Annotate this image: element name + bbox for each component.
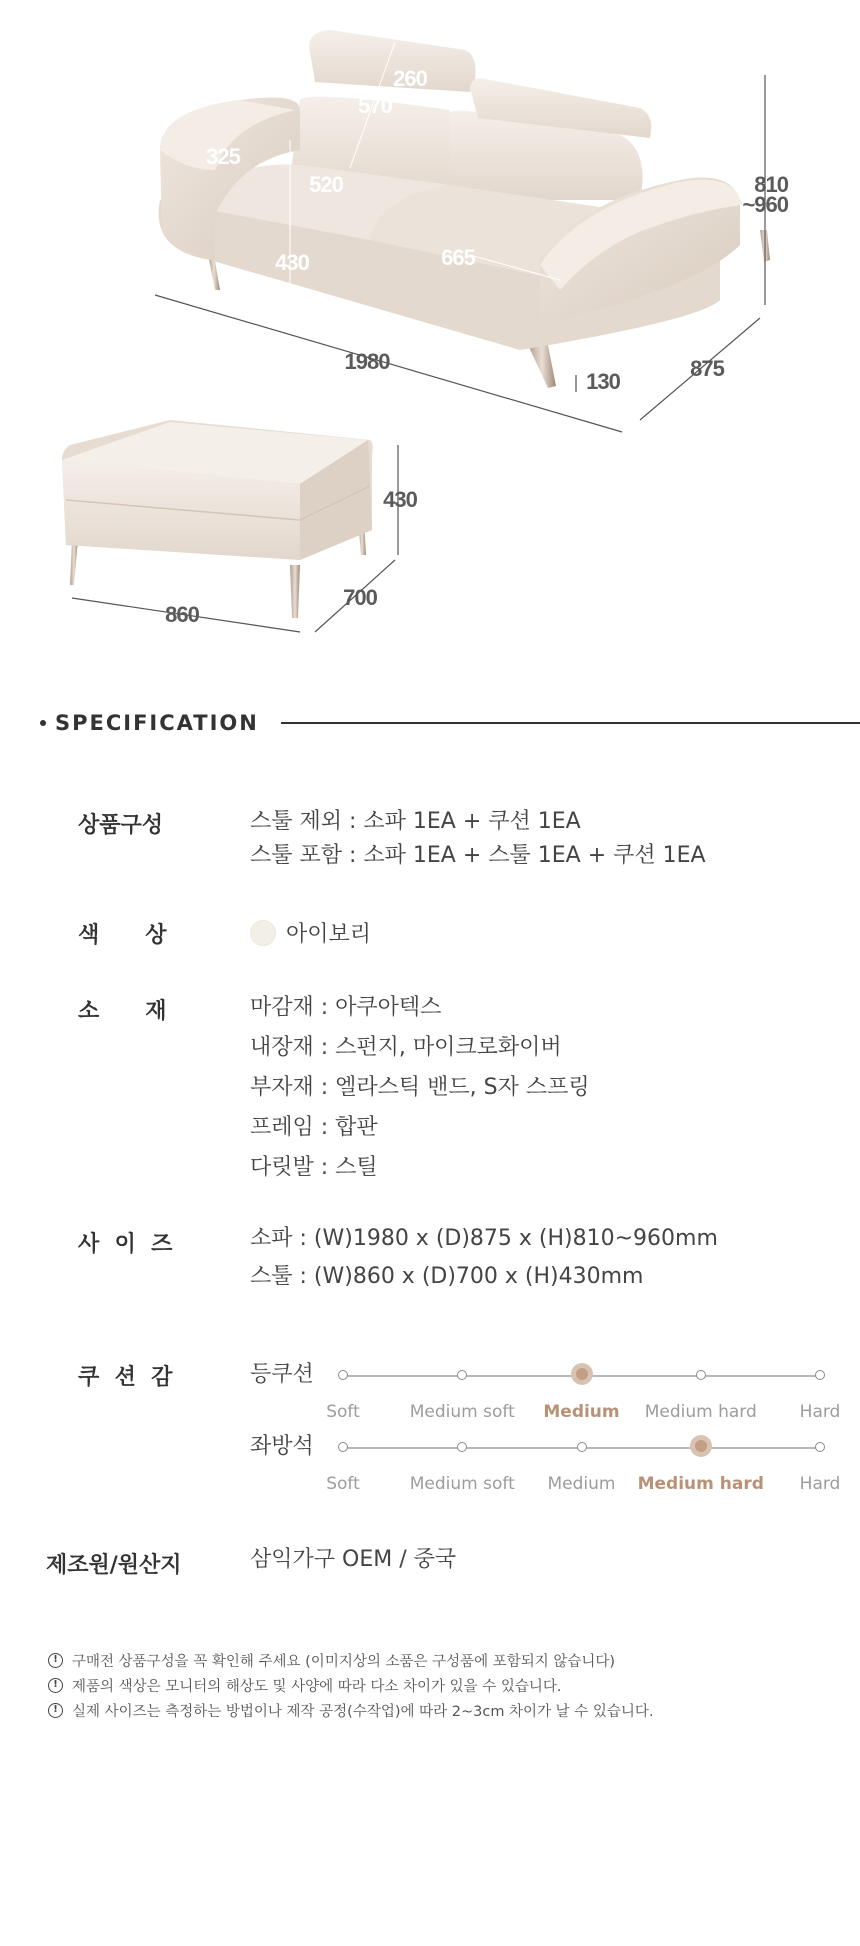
cushion-level-dot — [815, 1370, 825, 1380]
cushion-scale-seat — [250, 1429, 841, 1494]
dim-stool-width: 860 — [165, 602, 199, 627]
cushion-level-dot — [338, 1370, 348, 1380]
cushion-level-dot — [571, 1363, 593, 1385]
cushion-level-dot — [457, 1370, 467, 1380]
material-label: 소 재 — [78, 999, 167, 1024]
note-item — [48, 1673, 654, 1698]
header-divider — [281, 722, 860, 724]
dim-stool-depth: 700 — [343, 585, 377, 610]
composition-value — [250, 805, 706, 873]
specification-header — [40, 708, 860, 738]
dim-headrest-height: 260 — [393, 66, 427, 91]
dim-headrest-width: 570 — [358, 93, 392, 118]
dim-seat-height: 430 — [275, 250, 309, 275]
note-item — [48, 1698, 654, 1723]
product-dimension-illustration — [0, 0, 860, 660]
size-value — [250, 1220, 718, 1296]
note-text: 제품의 색상은 모니터의 해상도 및 사양에 따라 다소 차이가 있을 수 있습니다. — [72, 1679, 562, 1695]
color-swatch — [250, 920, 276, 946]
composition-line: 스툴 제외 : 소파 1EA + 쿠션 1EA — [250, 809, 581, 834]
cushion-level-label: Medium soft — [409, 1474, 515, 1494]
material-line: 내장재 : 스펀지, 마이크로화이버 — [250, 1035, 562, 1060]
stool-illustration — [62, 420, 373, 618]
size-label: 사 이 즈 — [78, 1232, 173, 1257]
dim-leg: 130 — [586, 369, 620, 394]
material-line: 마감재 : 아쿠아텍스 — [250, 995, 442, 1020]
cushion-level-label: Medium soft — [409, 1402, 515, 1422]
note-text: 실제 사이즈는 측정하는 방법이나 제작 공정(수작업)에 따라 2~3cm 차이가 날 수 있습니다. — [72, 1704, 654, 1720]
material-line: 프레임 : 합판 — [250, 1115, 378, 1140]
cushion-level-dot — [338, 1442, 348, 1452]
origin-label: 제조원/원산지 — [46, 1553, 182, 1578]
composition-label: 상품구성 — [78, 813, 164, 838]
dim-sofa-width: 1980 — [344, 349, 390, 374]
cushion-scale-name: 등쿠션 — [250, 1362, 314, 1387]
sofa-illustration — [159, 30, 770, 388]
size-line: 소파 : (W)1980 x (D)875 x (H)810~960mm — [250, 1226, 718, 1251]
notes-list — [48, 1648, 654, 1723]
specification-title: SPECIFICATION — [55, 711, 259, 735]
cushion-level-label: Hard — [799, 1402, 841, 1422]
info-icon: ! — [48, 1703, 63, 1718]
info-icon: ! — [48, 1653, 63, 1668]
dim-sofa-height-max: ~960 — [742, 192, 788, 217]
color-name: 아이보리 — [286, 922, 372, 947]
dim-stool-height: 430 — [383, 487, 417, 512]
cushion-level-label: Soft — [326, 1402, 360, 1422]
origin-value: 삼익가구 OEM / 중국 — [250, 1547, 457, 1572]
color-value — [250, 917, 371, 948]
material-line: 부자재 : 엘라스틱 밴드, S자 스프링 — [250, 1075, 590, 1100]
material-value — [250, 988, 590, 1188]
note-text: 구매전 상품구성을 꼭 확인해 주세요 (이미지상의 소품은 구성품에 포함되지 않습니다) — [72, 1654, 616, 1670]
bullet-icon — [40, 720, 46, 726]
dim-sofa-depth: 875 — [690, 356, 724, 381]
dim-seat-width: 665 — [441, 245, 475, 270]
cushion-scale-back — [250, 1357, 841, 1422]
note-item — [48, 1648, 654, 1673]
size-line: 스툴 : (W)860 x (D)700 x (H)430mm — [250, 1264, 644, 1289]
cushion-level-label: Soft — [326, 1474, 360, 1494]
cushion-scale-name: 좌방석 — [250, 1434, 314, 1459]
cushion-level-label: Medium hard — [637, 1474, 764, 1494]
cushion-level-label: Medium hard — [644, 1402, 757, 1422]
cushion-label: 쿠 션 감 — [78, 1365, 173, 1390]
dim-arm: 325 — [206, 144, 240, 169]
cushion-level-dot — [815, 1442, 825, 1452]
cushion-level-dot — [457, 1442, 467, 1452]
cushion-level-dot — [577, 1442, 587, 1452]
cushion-level-dot — [690, 1435, 712, 1457]
cushion-level-label: Medium — [547, 1474, 616, 1494]
cushion-level-dot — [696, 1370, 706, 1380]
dim-back-width: 520 — [309, 172, 343, 197]
cushion-level-label: Hard — [799, 1474, 841, 1494]
info-icon: ! — [48, 1678, 63, 1693]
color-label: 색 상 — [78, 923, 167, 948]
material-line: 다릿발 : 스틸 — [250, 1155, 378, 1180]
composition-line: 스툴 포함 : 소파 1EA + 스툴 1EA + 쿠션 1EA — [250, 843, 706, 868]
dim-sofa-height-min: 810 — [754, 172, 788, 197]
cushion-level-label: Medium — [543, 1402, 620, 1422]
